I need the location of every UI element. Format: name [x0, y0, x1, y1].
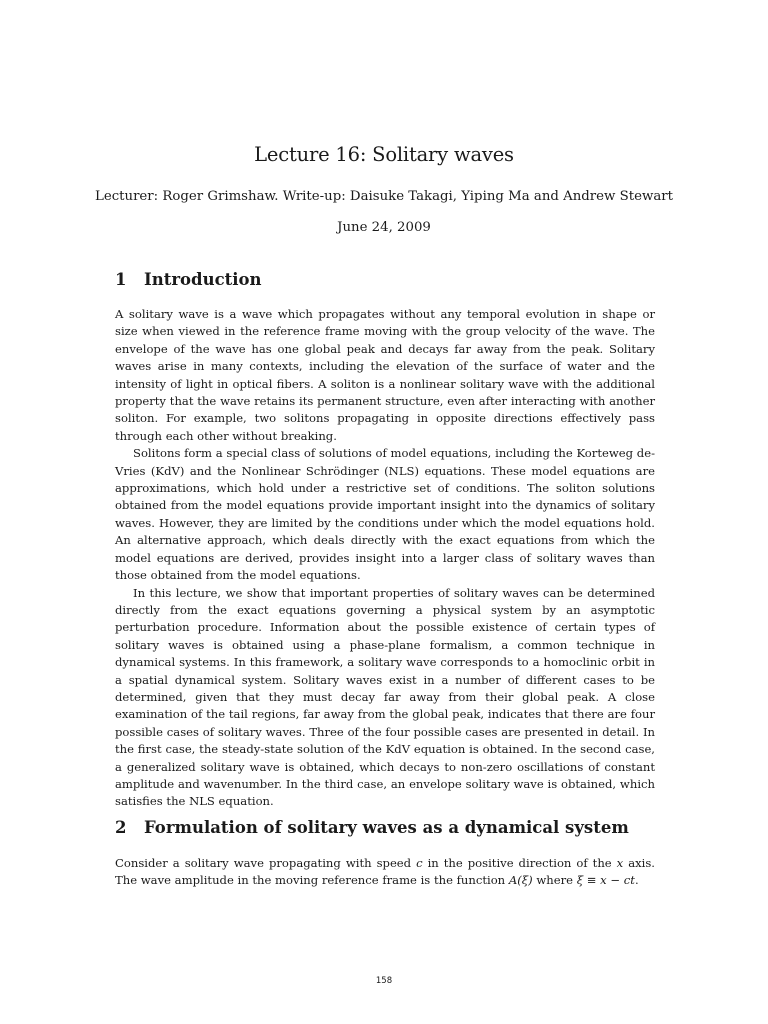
section-heading-introduction: [115, 270, 262, 289]
page-number: 158: [375, 976, 393, 986]
section-heading-formulation: [115, 818, 629, 837]
introduction-body: [115, 306, 655, 811]
text-run: Consider a solitary wave propagating with speed: [115, 856, 417, 870]
paragraph: Solitons form a special class of solutions of model equations, including the Korteweg de-Vries (KdV) and the Nonlinear Schrödinger (NLS) equations. These model equations are approximations, which hold under a restrictive set of conditions. The soliton solutions obtained from the model equations provide important insight into the dynamics of solitary waves. However, they are limited by the conditions under which the model equations hold. An alternative approach, which deals directly with the exact equations from which the model equations are derived, provides insight into a larger class of solitary waves than those obtained from the model equations.: [115, 446, 655, 583]
section-title: Formulation of solitary waves as a dynamical system: [144, 818, 629, 837]
formulation-body: [115, 855, 655, 890]
math-c: c: [416, 856, 423, 870]
paper-title: Lecture 16: Solitary waves: [254, 143, 514, 166]
paper-date: June 24, 2009: [337, 220, 431, 235]
text-run: axis. The wave amplitude in the moving reference frame is the function: [115, 856, 655, 888]
author-line: Lecturer: Roger Grimshaw. Write-up: Daisuke Takagi, Yiping Ma and Andrew Stewart: [95, 189, 673, 204]
paragraph: A solitary wave is a wave which propagates without any temporal evolution in shape or size when viewed in the reference frame moving with the group velocity of the wave. The envelope of the wave has one global peak and decays far away from the peak. Solitary waves arise in many contexts, including the elevation of the surface of water and the intensity of light in optical fibers. A soliton is a nonlinear solitary wave with the additional property that the wave retains its permanent structure, even after interacting with another soliton. For example, two solitons propagating in opposite directions effectively pass through each other without breaking.: [115, 307, 655, 443]
paragraph: In this lecture, we show that important properties of solitary waves can be determined directly from the exact equations governing a physical system by an asymptotic perturbation procedure. Information about the possible existence of certain types of solitary waves is obtained using a phase-plane formalism, a common technique in dynamical systems. In this framework, a solitary wave corresponds to a homoclinic orbit in a spatial dynamical system. Solitary waves exist in a number of different cases to be determined, given that they must decay far away from their global peak. A close examination of the tail regions, far away from the global peak, indicates that there are four possible cases of solitary waves. Three of the four possible cases are presented in detail. In the first case, the steady-state solution of the KdV equation is obtained. In the second case, a generalized solitary wave is obtained, which decays to non-zero oscillations of constant amplitude and wavenumber. In the third case, an envelope solitary wave is obtained, which satisfies the NLS equation.: [115, 585, 655, 809]
text-run: .: [634, 873, 639, 888]
text-run: in the positive direction of the: [422, 856, 617, 870]
section-number: 1: [115, 270, 127, 289]
math-x: x: [616, 856, 624, 870]
section-number: 2: [115, 818, 127, 837]
math-function: A(ξ): [508, 873, 533, 888]
math-equation: ξ ≡ x − ct: [576, 873, 635, 888]
section-title: Introduction: [144, 270, 262, 289]
paragraph: [115, 855, 655, 890]
text-run: where: [532, 873, 577, 888]
